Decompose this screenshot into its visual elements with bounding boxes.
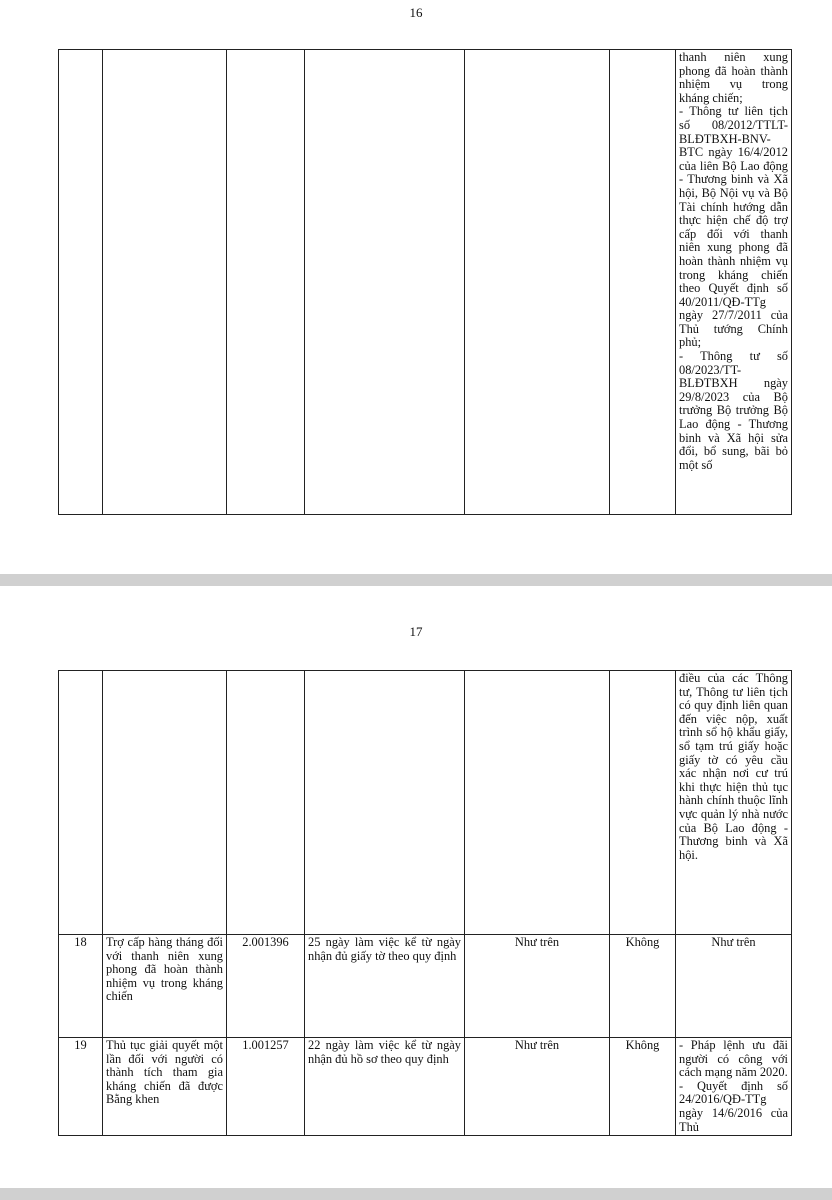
procedure-table bbox=[58, 670, 792, 1136]
cell-processing-time: 25 ngày làm việc kể từ ngày nhận đủ giấy tờ theo quy định bbox=[305, 935, 465, 1038]
cell-code: 2.001396 bbox=[227, 935, 305, 1038]
page-number: 17 bbox=[409, 624, 423, 639]
cell-processing-time: 22 ngày làm việc kể từ ngày nhận đủ hồ sơ theo quy định bbox=[305, 1038, 465, 1136]
cell-procedure-name bbox=[103, 50, 227, 515]
cell-legal-basis: - Pháp lệnh ưu đãi người có công với cách mạng năm 2020. - Quyết định số 24/2016/QĐ-TTg ngày 14/6/2016 của Thủ bbox=[676, 1038, 792, 1136]
cell-stt: 19 bbox=[59, 1038, 103, 1136]
page-17 bbox=[0, 586, 832, 1188]
page-number: 16 bbox=[409, 5, 423, 20]
page-separator bbox=[0, 1188, 832, 1200]
cell-stt bbox=[59, 671, 103, 935]
cell-procedure-name bbox=[103, 671, 227, 935]
cell-processing-time bbox=[305, 50, 465, 515]
cell-fee bbox=[610, 671, 676, 935]
cell-place: Như trên bbox=[465, 1038, 610, 1136]
table-row bbox=[59, 935, 792, 1038]
table-row bbox=[59, 1038, 792, 1136]
cell-place: Như trên bbox=[465, 935, 610, 1038]
cell-processing-time bbox=[305, 671, 465, 935]
page-16 bbox=[0, 0, 832, 574]
cell-code bbox=[227, 671, 305, 935]
cell-code bbox=[227, 50, 305, 515]
cell-legal-basis: Như trên bbox=[676, 935, 792, 1038]
table-row bbox=[59, 50, 792, 515]
page-separator bbox=[0, 574, 832, 586]
cell-fee: Không bbox=[610, 1038, 676, 1136]
cell-stt bbox=[59, 50, 103, 515]
cell-stt: 18 bbox=[59, 935, 103, 1038]
cell-place bbox=[465, 50, 610, 515]
table-row bbox=[59, 671, 792, 935]
cell-legal-basis: thanh niên xung phong đã hoàn thành nhiệm vụ trong kháng chiến; - Thông tư liên tịch số 08/2012/TTLT-BLĐTBXH-BNV-BTC ngày 16/4/2012 của liên Bộ Lao động - Thương binh và Xã hội, Bộ Nội vụ và Bộ Tài chính hướng dẫn thực hiện chế độ trợ cấp đối với thanh niên xung phong đã hoàn thành nhiệm vụ trong kháng chiến theo Quyết định số 40/2011/QĐ-TTg ngày 27/7/2011 của Thủ tướng Chính phủ; - Thông tư số 08/2023/TT-BLĐTBXH ngày 29/8/2023 của Bộ trưởng Bộ trưởng Bộ Lao động - Thương binh và Xã hội sửa đổi, bổ sung, bãi bỏ một số bbox=[676, 50, 792, 515]
cell-code: 1.001257 bbox=[227, 1038, 305, 1136]
cell-procedure-name: Thủ tục giải quyết một lần đối với người có thành tích tham gia kháng chiến đã được Bằng khen bbox=[103, 1038, 227, 1136]
cell-fee bbox=[610, 50, 676, 515]
procedure-table bbox=[58, 49, 792, 515]
cell-place bbox=[465, 671, 610, 935]
cell-fee: Không bbox=[610, 935, 676, 1038]
cell-legal-basis: điều của các Thông tư, Thông tư liên tịch có quy định liên quan đến việc nộp, xuất trình sổ hộ khẩu giấy, sổ tạm trú giấy hoặc giấy tờ có yêu cầu xác nhận nơi cư trú khi thực hiện thủ tục hành chính thuộc lĩnh vực quản lý nhà nước của Bộ Lao động - Thương binh và Xã hội. bbox=[676, 671, 792, 935]
cell-procedure-name: Trợ cấp hàng tháng đối với thanh niên xung phong đã hoàn thành nhiệm vụ trong kháng chiến bbox=[103, 935, 227, 1038]
